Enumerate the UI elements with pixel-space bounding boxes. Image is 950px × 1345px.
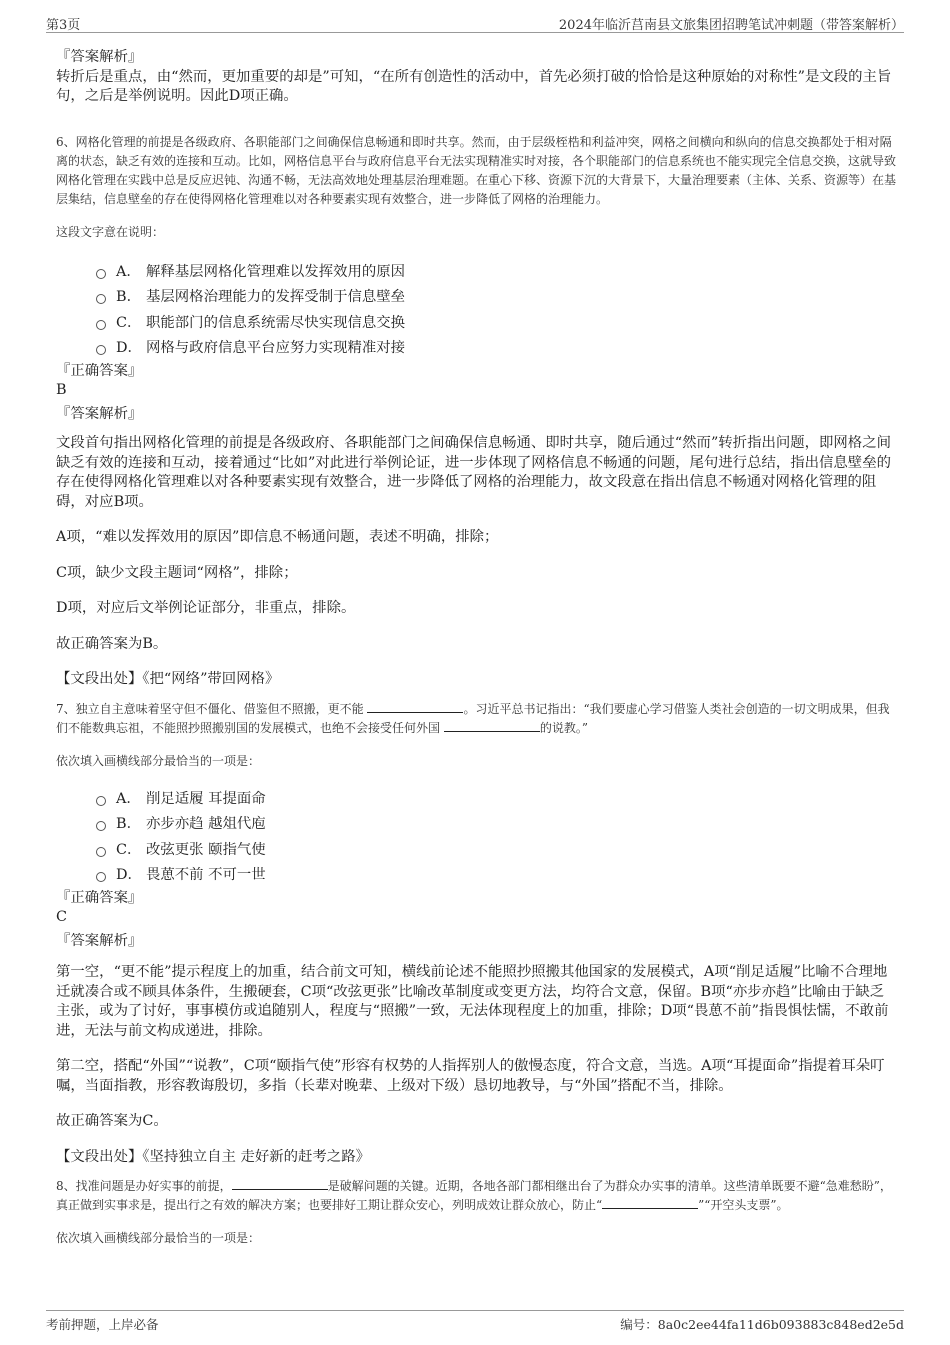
q7-option-d[interactable]: D． 畏葸不前 不可一世 xyxy=(56,863,896,889)
document-title: 2024年临沂莒南县文旅集团招聘笔试冲刺题（带答案解析） xyxy=(558,18,904,33)
radio-icon[interactable] xyxy=(96,796,106,806)
q6-conclusion: 故正确答案为B。 xyxy=(56,635,168,652)
radio-icon[interactable] xyxy=(96,821,106,831)
radio-icon[interactable] xyxy=(96,847,106,857)
q6-prompt: 这段文字意在说明： xyxy=(56,224,165,239)
q6-note-d: D项，对应后文举例论证部分，非重点，排除。 xyxy=(56,600,356,616)
q8-blank-2 xyxy=(602,1196,698,1209)
q7-answer-label: 『正确答案』 xyxy=(56,889,143,906)
q6-answer: B xyxy=(56,382,67,398)
q7-blank-2 xyxy=(444,719,540,732)
q6-stem: 6、网格化管理的前提是各级政府、各职能部门之间确保信息畅通和即时共享。然而，由于层级桎梏和利益冲突，网格之间横向和纵向的信息交换都处于相对隔离的状态，缺乏有效的连接和互动。比如，网格信息平台与政府信息平台无法实现精准实时对接，各个职能部门的信息系统也不能实现完全信息交换，这就导致网格化管理在实践中总是反应迟钝、沟通不畅，无法高效地处理基层治理难题。在重心下移、资源下沉的大背景下，大量治理要素（主体、关系、资源等）在基层集结，信息壁垒的存在使得网格化管理难以对各种要素实现有效整合，进一步降低了网格的治理能力。 xyxy=(56,134,897,206)
q7-option-b[interactable]: B． 亦步亦趋 越俎代庖 xyxy=(56,812,896,838)
page-number: 第3页 xyxy=(46,18,81,33)
q7-blank-1 xyxy=(367,700,463,713)
document-id: 编号：8a0c2ee44fa11d6b093883c848ed2e5d xyxy=(620,1317,904,1332)
q7-answer: C xyxy=(56,909,68,925)
q6-analysis: 文段首句指出网格化管理的前提是各级政府、各职能部门之间确保信息畅通、即时共享，随后通过“然而”转折指出问题，即网格之间缺乏有效的连接和互动，接着通过“比如”对此进行举例论证，进一步体现了网格信息不畅通的问题，尾句进行总结，指出信息壁垒的存在使得网格化管理难以对各种要素实现有效整合，进一步降低了网格的治理能力，故文段意在指出信息不畅通对网格化管理的阻碍，对应B项。 xyxy=(56,435,891,510)
q6-option-a[interactable]: A． 解释基层网格化管理难以发挥效用的原因 xyxy=(56,260,896,286)
q7-analysis-label: 『答案解析』 xyxy=(56,932,143,949)
q6-option-c[interactable]: C． 职能部门的信息系统需尽快实现信息交换 xyxy=(56,311,896,337)
q7-prompt: 依次填入画横线部分最恰当的一项是： xyxy=(56,753,261,768)
q8-prompt: 依次填入画横线部分最恰当的一项是： xyxy=(56,1231,261,1245)
q7-options xyxy=(56,787,896,889)
radio-icon[interactable] xyxy=(96,294,106,304)
q6-note-c: C项，缺少文段主题词“网格”，排除； xyxy=(56,564,298,581)
q6-note-a: A项，“难以发挥效用的原因”即信息不畅通问题，表述不明确，排除； xyxy=(56,529,499,545)
q6-option-d[interactable]: D． 网格与政府信息平台应努力实现精准对接 xyxy=(56,336,896,362)
q6-options xyxy=(56,260,896,362)
q7-stem: 7、独立自主意味着坚守但不僵化、借鉴但不照搬，更不能 。习近平总书记指出：“我们要虚心学习借鉴人类社会创造的一切文明成果，但我们不能数典忘祖，不能照抄照搬别国的发展模式，也绝不会接受任何外国 的说教。” xyxy=(56,701,890,735)
q7-conclusion: 故正确答案为C。 xyxy=(56,1113,168,1129)
q7-analysis-2: 第二空，搭配“外国”“说教”，C项“颐指气使”形容有权势的人指挥别人的傲慢态度，符合文意，当选。A项“耳提面命”指提着耳朵叮嘱，当面指教，形容教诲殷切，多指（长辈对晚辈、上级对下级）恳切地教导，与“外国”搭配不当，排除。 xyxy=(56,1058,885,1094)
q7-source: 【文段出处】《坚持独立自主 走好新的赶考之路》 xyxy=(56,1148,370,1165)
q8-blank-1 xyxy=(232,1177,328,1190)
page-footer xyxy=(46,1310,904,1335)
q7-analysis-1: 第一空，“更不能”提示程度上的加重，结合前文可知，横线前论述不能照抄照搬其他国家的发展模式，A项“削足适履”比喻不合理地迁就凑合或不顾具体条件，生搬硬套，C项“改弦更张”比喻改革制度或变更方法，均符合文意，保留。B项“亦步亦趋”比喻由于缺乏主张，或为了讨好，事事模仿或追随别人，程度与“照搬”一致，无法体现程度上的加重，排除；D项“畏葸不前”指畏惧怯懦，不敢前进，无法与前文构成递进，排除。 xyxy=(56,964,889,1039)
radio-icon[interactable] xyxy=(96,872,106,882)
q6-answer-label: 『正确答案』 xyxy=(56,362,143,379)
radio-icon[interactable] xyxy=(96,320,106,330)
q8-stem: 8、找准问题是办好实事的前提， 是破解问题的关键。近期，各地各部门都相继出台了为群众办实事的清单。这些清单既要不避“急难愁盼”，真正做到实事求是，提出行之有效的解决方案；也要排好工期让群众安心，列明成效让群众放心，防止“ ”“开空头支票”。 xyxy=(56,1179,892,1212)
q6-analysis-label: 『答案解析』 xyxy=(56,405,143,422)
page-content xyxy=(56,40,896,1248)
q7-option-a[interactable]: A． 削足适履 耳提面命 xyxy=(56,787,896,813)
q7-option-c[interactable]: C． 改弦更张 颐指气使 xyxy=(56,838,896,864)
q5-analysis-label: 『答案解析』 xyxy=(56,49,143,65)
radio-icon[interactable] xyxy=(96,345,106,355)
q6-option-b[interactable]: B． 基层网格治理能力的发挥受制于信息壁垒 xyxy=(56,285,896,311)
page-header xyxy=(46,10,904,33)
q5-analysis: 转折后是重点，由“然而，更加重要的却是”可知，“在所有创造性的活动中，首先必须打破的恰恰是这种原始的对称性”是文段的主旨句，之后是举例说明。因此D项正确。 xyxy=(56,68,892,104)
radio-icon[interactable] xyxy=(96,269,106,279)
q6-source: 【文段出处】《把“网络”带回网格》 xyxy=(56,671,280,687)
footer-slogan: 考前押题，上岸必备 xyxy=(46,1317,159,1332)
